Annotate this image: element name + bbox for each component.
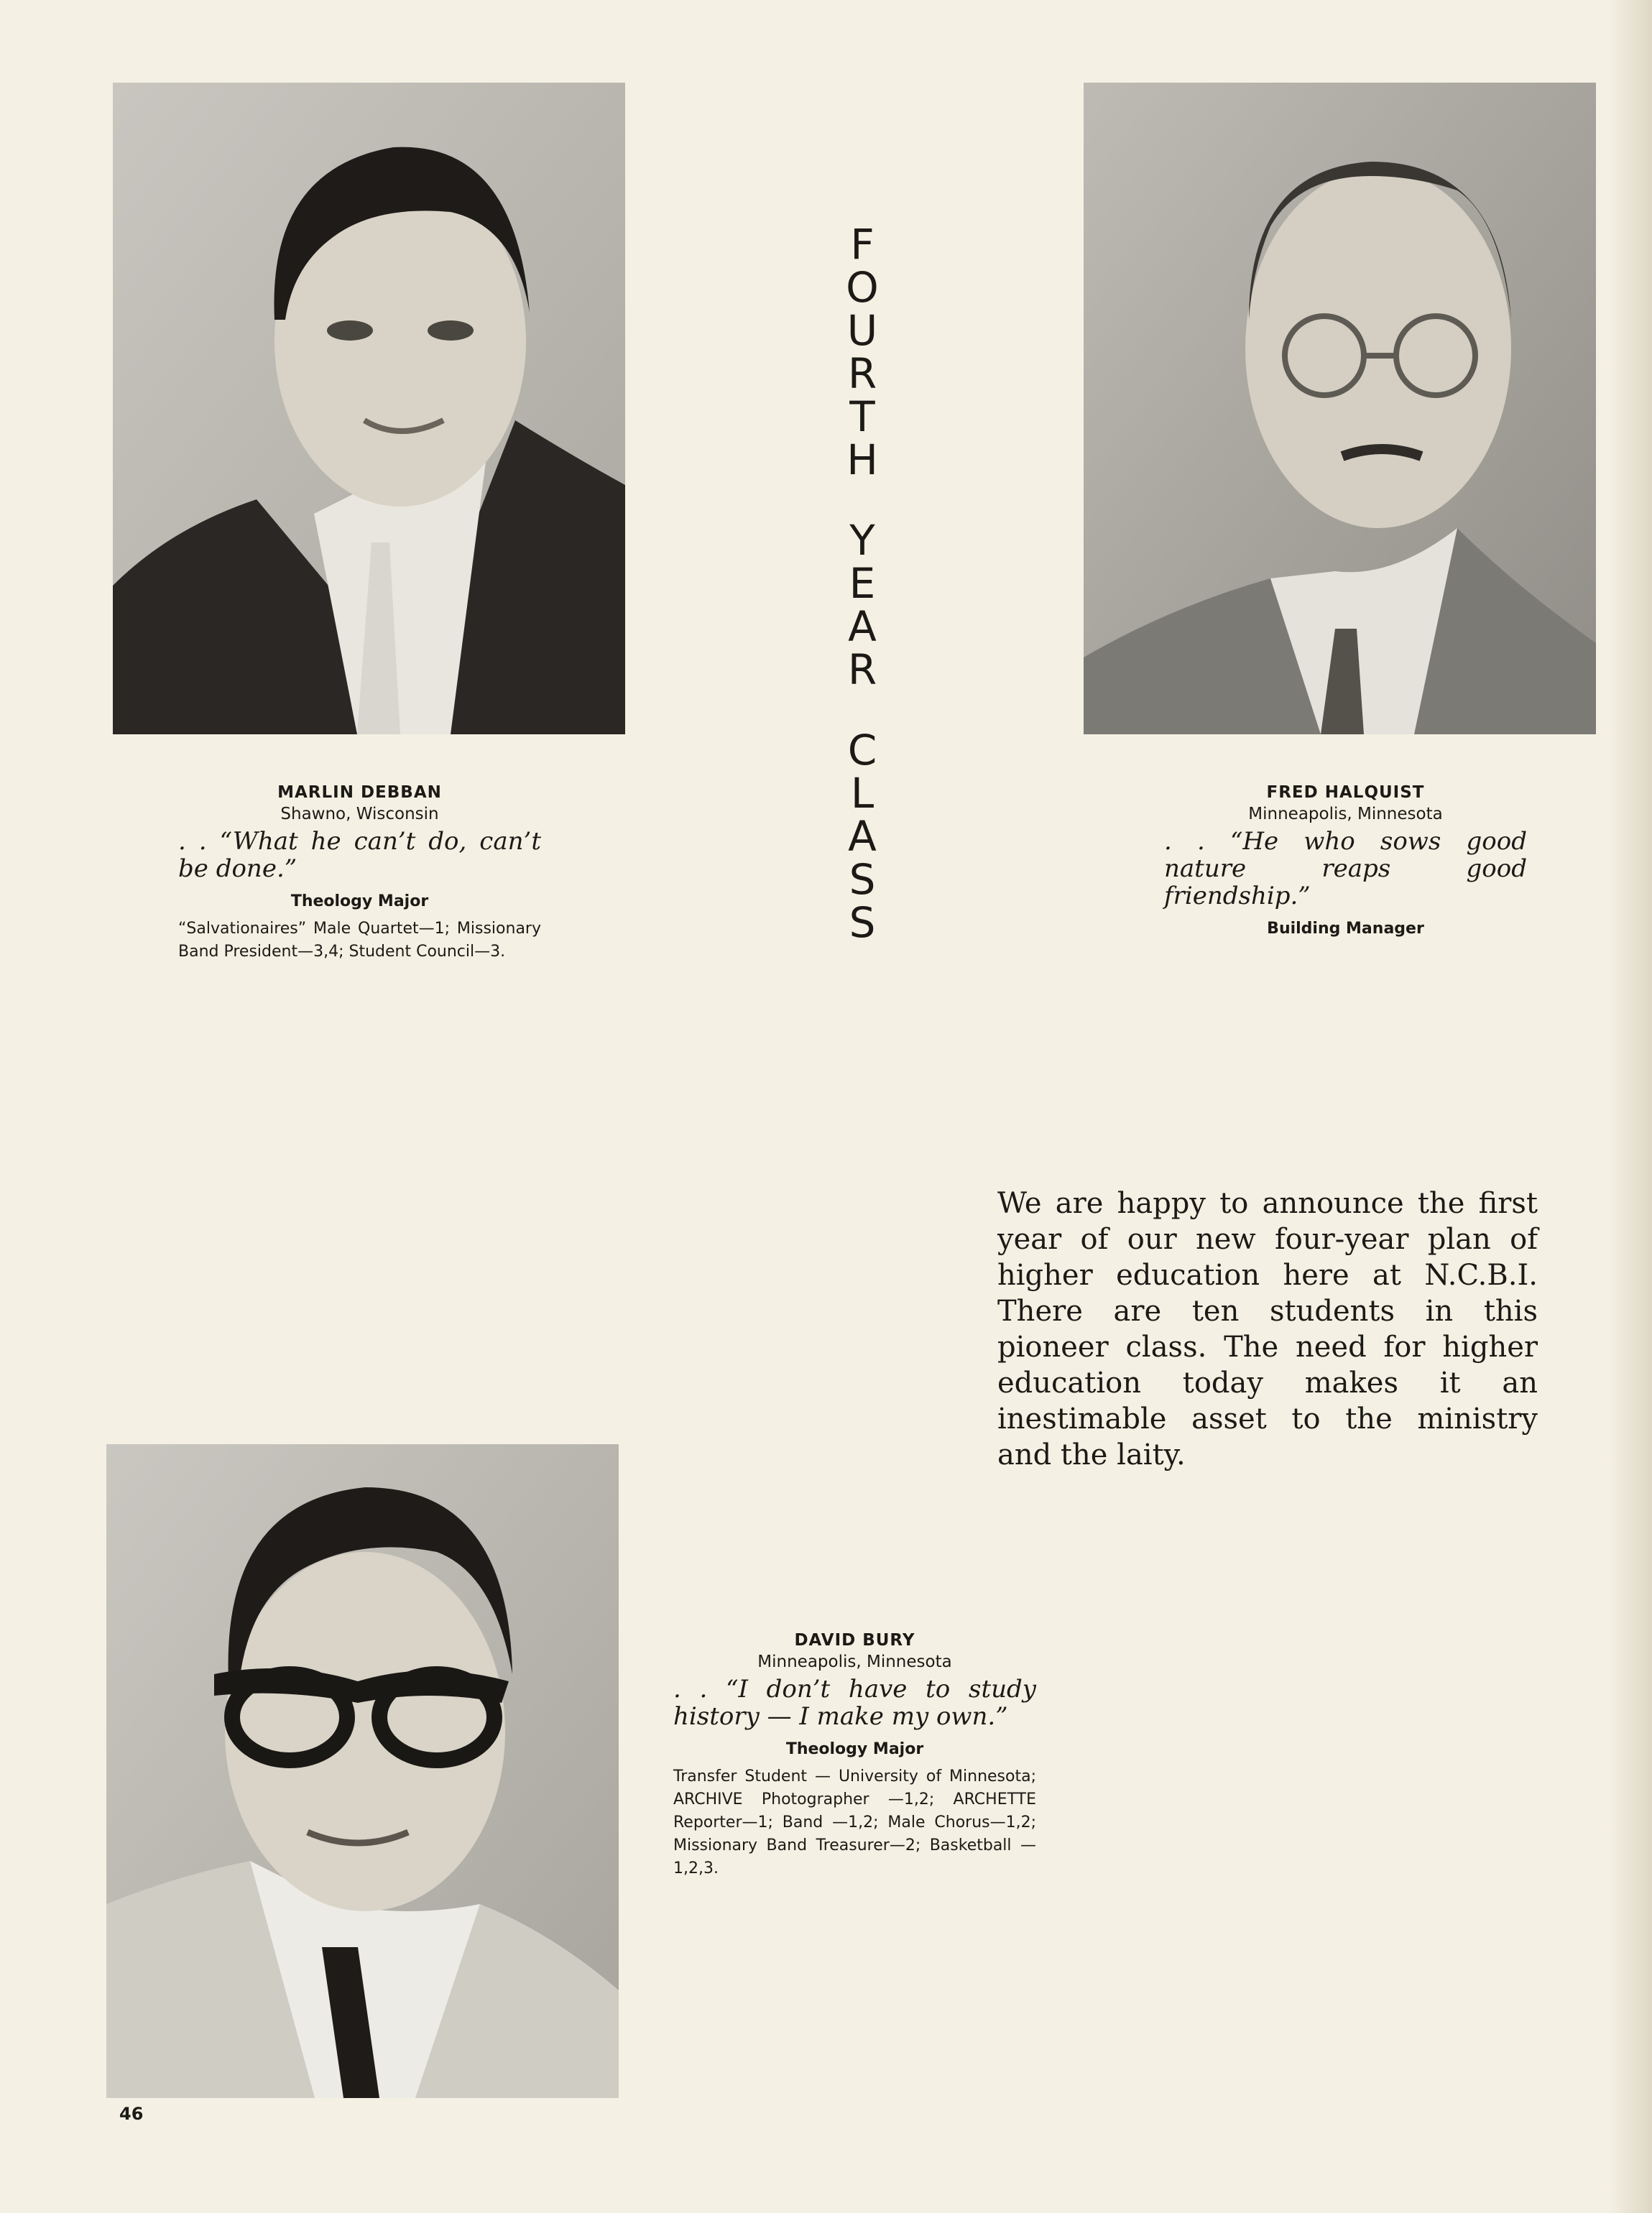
section-title-fourth-year-class [834,220,891,981]
title-letter: R [847,349,877,398]
student-major: Theology Major [290,892,429,910]
title-letter: E [849,559,876,608]
student-entry-david-bury [673,1631,1036,1880]
title-word [834,220,891,484]
title-letter: F [850,220,875,269]
title-letter: O [846,263,879,312]
student-activities: Transfer Student — University of Minnesota; ARCHIVE Photographer —1,2; ARCHETTE Reporter—1; Band —1,2; Male Chorus—1,2; Missionary Band Treasurer—2; Basketball —1,2,3. [673,1768,1036,1877]
student-quote: . . “I don’t have to study history — I make my own.” [673,1675,1036,1731]
portrait-photo-david-bury [106,1444,619,2098]
student-quote: . . “He who sows good nature reaps good friendship.” [1164,827,1527,910]
student-entry-marlin-debban [178,783,541,964]
student-name: FRED HALQUIST [1266,783,1425,802]
student-name: MARLIN DEBBAN [277,783,442,802]
title-letter: C [847,726,877,775]
title-letter: R [847,645,877,694]
title-letter: S [849,855,876,904]
title-letter: A [848,812,877,861]
title-letter: Y [849,516,875,565]
page-number: 46 [119,2104,144,2124]
student-hometown: Minneapolis, Minnesota [1248,805,1443,823]
title-letter: S [849,898,876,947]
title-letter: U [846,306,878,355]
intro-paragraph: We are happy to announce the first year of our new four-year plan of higher education here at N.C.B.I. There are ten students in this pioneer class. The need for higher education today makes it an inestimable asset to the ministry and the laity. [997,1187,1538,1472]
student-hometown: Shawno, Wisconsin [280,805,439,823]
title-letter: A [848,602,877,651]
title-letter: T [849,392,875,441]
title-letter: H [846,435,878,484]
page-edge-shadow [1609,0,1652,2213]
portrait-photo-marlin-debban [113,83,625,734]
student-hometown: Minneapolis, Minnesota [757,1653,952,1671]
student-quote: . . “What he can’t do, can’t be done.” [178,827,541,883]
student-name: DAVID BURY [794,1631,915,1650]
student-entry-fred-halquist [1164,783,1527,945]
student-role: Building Manager [1267,920,1424,938]
title-word [834,726,891,947]
student-activities: “Salvationaires” Male Quartet—1; Missionary Band President—3,4; Student Council—3. [178,920,541,961]
portrait-photo-fred-halquist [1084,83,1596,734]
title-letter: L [850,769,875,818]
title-word [834,516,891,694]
student-major: Theology Major [785,1740,924,1758]
